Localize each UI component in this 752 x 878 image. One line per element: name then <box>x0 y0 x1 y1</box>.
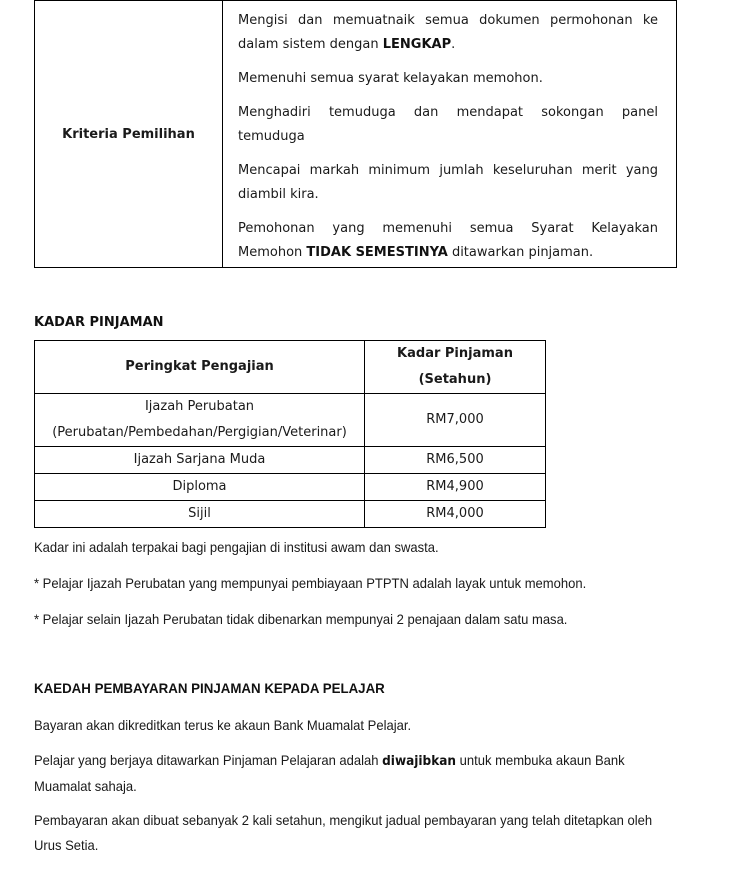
criteria-text: Memenuhi semua syarat kelayakan memohon. <box>238 71 543 86</box>
study-level: Ijazah Perubatan <box>144 399 255 414</box>
study-level-cell: Diploma <box>35 474 365 501</box>
table-row <box>35 474 546 501</box>
criteria-item <box>238 217 658 265</box>
study-level-detail: (Perubatan/Pembedahan/Pergigian/Veterinar) <box>52 425 347 440</box>
rate-cell: RM7,000 <box>365 394 546 447</box>
study-level-cell <box>35 394 365 447</box>
criteria-text: Pemohonan yang memenuhi semua Syarat Kelayakan Memohon <box>238 221 658 260</box>
column-header-level: Peringkat Pengajian <box>35 341 365 394</box>
table-row <box>35 501 546 528</box>
column-header-rate <box>365 341 546 394</box>
payment-method-heading: KAEDAH PEMBAYARAN PINJAMAN KEPADA PELAJAR <box>34 680 385 696</box>
table-row <box>35 394 546 447</box>
criteria-text: . <box>451 37 456 52</box>
rate-cell: RM4,000 <box>365 501 546 528</box>
loan-rates-table <box>34 340 546 528</box>
rate-note: * Pelajar selain Ijazah Perubatan tidak dibenarkan mempunyai 2 penajaan dalam satu masa. <box>34 611 568 627</box>
criteria-list <box>223 1 677 268</box>
criteria-text: Menghadiri temuduga dan mendapat sokongan panel temuduga <box>238 105 658 144</box>
criteria-text: Mengisi dan memuatnaik semua dokumen permohonan ke dalam sistem dengan <box>238 13 658 52</box>
study-level-cell: Ijazah Sarjana Muda <box>35 447 365 474</box>
criteria-item <box>238 159 658 207</box>
payment-emphasis: diwajibkan <box>382 754 457 769</box>
payment-text: untuk membuka akaun Bank Muamalat sahaja. <box>34 752 625 794</box>
rate-note: * Pelajar Ijazah Perubatan yang mempunyai pembiayaan PTPTN adalah layak untuk memohon. <box>34 575 587 591</box>
loan-rates-heading: KADAR PINJAMAN <box>34 315 164 330</box>
criteria-row <box>35 1 677 268</box>
selection-criteria-table <box>34 0 677 268</box>
table-row <box>35 447 546 474</box>
criteria-item <box>238 67 658 91</box>
criteria-text: ditawarkan pinjaman. <box>447 245 594 260</box>
column-header-rate-line1: Kadar Pinjaman <box>397 346 513 361</box>
criteria-item <box>238 101 658 149</box>
criteria-emphasis: TIDAK SEMESTINYA <box>306 245 448 260</box>
rate-cell: RM6,500 <box>365 447 546 474</box>
payment-paragraph <box>34 748 678 799</box>
criteria-item <box>238 9 658 57</box>
criteria-label: Kriteria Pemilihan <box>35 1 223 268</box>
criteria-emphasis: LENGKAP <box>382 37 452 52</box>
rate-cell: RM4,900 <box>365 474 546 501</box>
payment-paragraph: Pembayaran akan dibuat sebanyak 2 kali setahun, mengikut jadual pembayaran yang telah ditetapkan oleh Urus Setia. <box>34 812 653 853</box>
rate-note: Kadar ini adalah terpakai bagi pengajian di institusi awam dan swasta. <box>34 539 439 555</box>
table-header-row <box>35 341 546 394</box>
payment-text: Pelajar yang berjaya ditawarkan Pinjaman Pelajaran adalah <box>34 752 383 768</box>
study-level-cell: Sijil <box>35 501 365 528</box>
column-header-rate-line2: (Setahun) <box>418 372 492 387</box>
payment-paragraph: Bayaran akan dikreditkan terus ke akaun Bank Muamalat Pelajar. <box>34 717 412 733</box>
criteria-text: Mencapai markah minimum jumlah keseluruhan merit yang diambil kira. <box>238 163 658 202</box>
